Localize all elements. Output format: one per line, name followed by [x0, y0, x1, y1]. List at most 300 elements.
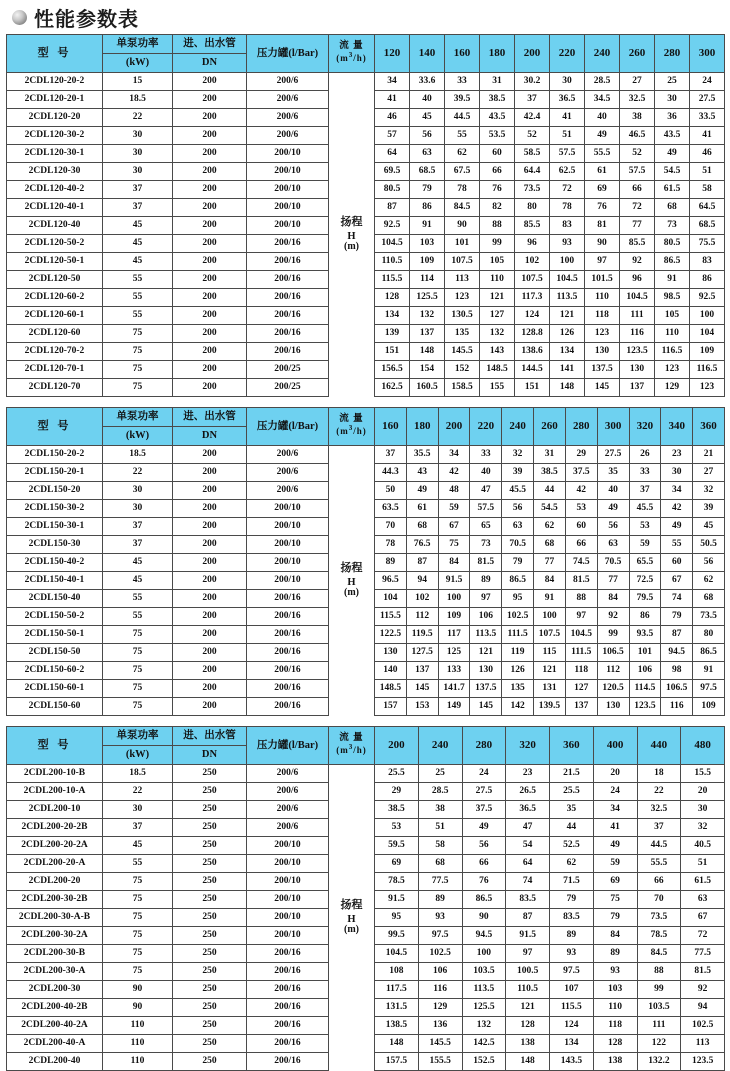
cell-head-value: 110.5 [375, 253, 410, 271]
cell-tank: 200/6 [247, 91, 329, 109]
cell-dn: 200 [173, 217, 247, 235]
header-flow-360: 360 [550, 727, 594, 765]
cell-head-value: 64.4 [515, 163, 550, 181]
cell-head-value: 96 [620, 271, 655, 289]
header-flow-400: 400 [593, 727, 637, 765]
cell-head-value: 116 [661, 698, 693, 716]
cell-tank: 200/25 [247, 379, 329, 397]
cell-head-value: 144.5 [515, 361, 550, 379]
cell-dn: 250 [173, 945, 247, 963]
cell-head-value: 68 [655, 199, 690, 217]
cell-head-value: 134 [550, 343, 585, 361]
cell-head-value: 27 [620, 73, 655, 91]
cell-head-value: 148 [410, 343, 445, 361]
cell-power: 37 [103, 518, 173, 536]
cell-head-value: 102 [515, 253, 550, 271]
header-flow-440: 440 [637, 727, 681, 765]
cell-head-value: 121 [480, 289, 515, 307]
cell-head-value: 156.5 [375, 361, 410, 379]
cell-model: 2CDL200-10 [7, 801, 103, 819]
header-flow: 流 量 $(m^3/h)$ [329, 35, 375, 73]
cell-head-value: 74.5 [565, 554, 597, 572]
cell-head-value: 122 [637, 1035, 681, 1053]
cell-head-value: 110 [480, 271, 515, 289]
cell-head-value: 68 [534, 536, 566, 554]
cell-head-value: 107.5 [445, 253, 480, 271]
cell-head-value: 37 [375, 446, 407, 464]
cell-dn: 200 [173, 91, 247, 109]
cell-head-value: 97 [585, 253, 620, 271]
cell-head-value: 131 [534, 680, 566, 698]
cell-head-value: 58 [690, 181, 725, 199]
cell-head-value: 138.5 [375, 1017, 419, 1035]
cell-head-value: 34 [593, 801, 637, 819]
cell-head-value: 110 [655, 325, 690, 343]
cell-head-value: 32 [693, 482, 725, 500]
cell-tank: 200/16 [247, 271, 329, 289]
cell-dn: 200 [173, 626, 247, 644]
cell-tank: 200/16 [247, 981, 329, 999]
header-flow-260: 260 [620, 35, 655, 73]
cell-head-value: 51 [550, 127, 585, 145]
table-header-row-1 [7, 408, 725, 427]
cell-head-value: 36.5 [550, 91, 585, 109]
cell-model: 2CDL150-30 [7, 536, 103, 554]
head-label-cell: 扬程 H (m) [329, 446, 375, 716]
cell-model: 2CDL120-70-1 [7, 361, 103, 379]
cell-model: 2CDL150-60-1 [7, 680, 103, 698]
cell-head-value: 56 [502, 500, 534, 518]
cell-head-value: 99.5 [375, 927, 419, 945]
cell-head-value: 137 [620, 379, 655, 397]
cell-head-value: 49 [593, 837, 637, 855]
cell-head-value: 100.5 [506, 963, 550, 981]
header-flow-320: 320 [506, 727, 550, 765]
cell-head-value: 76.5 [406, 536, 438, 554]
cell-head-value: 40 [410, 91, 445, 109]
cell-head-value: 49 [406, 482, 438, 500]
cell-dn: 200 [173, 554, 247, 572]
cell-head-value: 153 [406, 698, 438, 716]
cell-head-value: 121 [550, 307, 585, 325]
cell-head-value: 117.5 [375, 981, 419, 999]
cell-head-value: 67.5 [445, 163, 480, 181]
header-flow-240: 240 [502, 408, 534, 446]
cell-head-value: 49 [661, 518, 693, 536]
cell-head-value: 86 [410, 199, 445, 217]
cell-head-value: 91.5 [375, 891, 419, 909]
header-flow-240: 240 [585, 35, 620, 73]
cell-head-value: 78 [550, 199, 585, 217]
cell-model: 2CDL200-30-2B [7, 891, 103, 909]
cell-model: 2CDL120-30-1 [7, 145, 103, 163]
cell-head-value: 130 [375, 644, 407, 662]
cell-power: 30 [103, 127, 173, 145]
cell-head-value: 41 [375, 91, 410, 109]
cell-power: 37 [103, 199, 173, 217]
cell-tank: 200/6 [247, 73, 329, 91]
cell-dn: 200 [173, 73, 247, 91]
cell-head-value: 70 [375, 518, 407, 536]
cell-power: 90 [103, 999, 173, 1017]
cell-head-value: 105 [655, 307, 690, 325]
cell-head-value: 113 [445, 271, 480, 289]
performance-table-2CDL120 [6, 34, 725, 397]
cell-head-value: 136 [418, 1017, 462, 1035]
cell-head-value: 24 [690, 73, 725, 91]
cell-head-value: 62 [550, 855, 594, 873]
header-flow-240: 240 [418, 727, 462, 765]
cell-tank: 200/16 [247, 253, 329, 271]
cell-model: 2CDL150-50-1 [7, 626, 103, 644]
cell-head-value: 162.5 [375, 379, 410, 397]
cell-head-value: 129 [418, 999, 462, 1017]
cell-head-value: 64 [506, 855, 550, 873]
cell-head-value: 103.5 [637, 999, 681, 1017]
cell-head-value: 126 [550, 325, 585, 343]
cell-head-value: 33 [445, 73, 480, 91]
cell-head-value: 50.5 [693, 536, 725, 554]
cell-head-value: 109 [693, 698, 725, 716]
cell-head-value: 97.5 [693, 680, 725, 698]
cell-head-value: 33 [470, 446, 502, 464]
cell-power: 30 [103, 163, 173, 181]
cell-head-value: 132 [462, 1017, 506, 1035]
cell-head-value: 107.5 [534, 626, 566, 644]
header-tank: 压力罐(l/Bar) [247, 35, 329, 73]
header-flow: 流 量 $(m^3/h)$ [329, 727, 375, 765]
cell-head-value: 54 [506, 837, 550, 855]
cell-power: 75 [103, 891, 173, 909]
cell-head-value: 76 [462, 873, 506, 891]
cell-head-value: 85.5 [515, 217, 550, 235]
cell-head-value: 36.5 [506, 801, 550, 819]
cell-head-value: 81.5 [681, 963, 725, 981]
cell-head-value: 36 [655, 109, 690, 127]
header-flow-360: 360 [693, 408, 725, 446]
cell-head-value: 101 [445, 235, 480, 253]
cell-model: 2CDL200-40-2B [7, 999, 103, 1017]
cell-tank: 200/16 [247, 626, 329, 644]
cell-tank: 200/25 [247, 361, 329, 379]
cell-head-value: 140 [375, 662, 407, 680]
cell-head-value: 53 [629, 518, 661, 536]
cell-head-value: 111.5 [502, 626, 534, 644]
header-flow-200: 200 [438, 408, 470, 446]
cell-head-value: 110 [585, 289, 620, 307]
cell-head-value: 69 [593, 873, 637, 891]
table-header-row-1 [7, 727, 725, 746]
cell-tank: 200/16 [247, 963, 329, 981]
cell-head-value: 72.5 [629, 572, 661, 590]
cell-model: 2CDL200-40-2A [7, 1017, 103, 1035]
cell-head-value: 142 [502, 698, 534, 716]
cell-head-value: 66 [480, 163, 515, 181]
cell-head-value: 15.5 [681, 765, 725, 783]
cell-head-value: 30.2 [515, 73, 550, 91]
cell-head-value: 23 [661, 446, 693, 464]
cell-head-value: 52 [620, 145, 655, 163]
cell-head-value: 78.5 [637, 927, 681, 945]
cell-tank: 200/10 [247, 927, 329, 945]
cell-head-value: 30 [681, 801, 725, 819]
cell-head-value: 128 [375, 289, 410, 307]
cell-power: 15 [103, 73, 173, 91]
cell-head-value: 34.5 [585, 91, 620, 109]
cell-tank: 200/6 [247, 482, 329, 500]
cell-head-value: 58.5 [515, 145, 550, 163]
cell-head-value: 152.5 [462, 1053, 506, 1071]
cell-head-value: 63.5 [375, 500, 407, 518]
cell-head-value: 66 [462, 855, 506, 873]
cell-head-value: 40 [597, 482, 629, 500]
cell-head-value: 28.5 [418, 783, 462, 801]
cell-power: 75 [103, 644, 173, 662]
cell-head-value: 158.5 [445, 379, 480, 397]
cell-head-value: 66 [565, 536, 597, 554]
cell-head-value: 34 [661, 482, 693, 500]
cell-head-value: 103 [593, 981, 637, 999]
cell-model: 2CDL120-40-2 [7, 181, 103, 199]
cell-head-value: 63 [410, 145, 445, 163]
cell-head-value: 31 [480, 73, 515, 91]
cell-head-value: 73.5 [637, 909, 681, 927]
cell-head-value: 100 [690, 307, 725, 325]
cell-tank: 200/6 [247, 446, 329, 464]
cell-head-value: 115.5 [550, 999, 594, 1017]
cell-power: 18.5 [103, 91, 173, 109]
cell-head-value: 137 [410, 325, 445, 343]
cell-head-value: 18 [637, 765, 681, 783]
cell-head-value: 55.5 [585, 145, 620, 163]
cell-dn: 200 [173, 590, 247, 608]
cell-head-value: 62.5 [550, 163, 585, 181]
cell-dn: 250 [173, 1053, 247, 1071]
cell-head-value: 77.5 [418, 873, 462, 891]
cell-head-value: 44 [534, 482, 566, 500]
cell-model: 2CDL200-20-2B [7, 819, 103, 837]
cell-head-value: 97 [470, 590, 502, 608]
cell-head-value: 80.5 [375, 181, 410, 199]
cell-head-value: 118 [585, 307, 620, 325]
cell-head-value: 102.5 [418, 945, 462, 963]
header-flow-300: 300 [597, 408, 629, 446]
cell-head-value: 148 [506, 1053, 550, 1071]
cell-head-value: 69 [375, 855, 419, 873]
bullet-icon [12, 10, 27, 25]
cell-head-value: 97 [565, 608, 597, 626]
tables-container [6, 34, 724, 1071]
cell-model: 2CDL150-30-2 [7, 500, 103, 518]
cell-head-value: 117 [438, 626, 470, 644]
cell-head-value: 41 [550, 109, 585, 127]
cell-head-value: 83.5 [506, 891, 550, 909]
cell-head-value: 121 [470, 644, 502, 662]
cell-head-value: 79 [550, 891, 594, 909]
cell-head-value: 105 [480, 253, 515, 271]
cell-head-value: 33 [629, 464, 661, 482]
cell-head-value: 55 [661, 536, 693, 554]
cell-head-value: 77.5 [681, 945, 725, 963]
cell-head-value: 37 [637, 819, 681, 837]
cell-head-value: 33.5 [690, 109, 725, 127]
cell-model: 2CDL120-50-1 [7, 253, 103, 271]
cell-head-value: 102 [406, 590, 438, 608]
cell-power: 75 [103, 680, 173, 698]
cell-power: 90 [103, 981, 173, 999]
cell-head-value: 83.5 [550, 909, 594, 927]
cell-head-value: 63 [597, 536, 629, 554]
cell-head-value: 143 [480, 343, 515, 361]
cell-tank: 200/10 [247, 909, 329, 927]
cell-model: 2CDL150-50 [7, 644, 103, 662]
cell-model: 2CDL200-30-2A [7, 927, 103, 945]
cell-dn: 200 [173, 680, 247, 698]
cell-head-value: 72 [681, 927, 725, 945]
cell-tank: 200/16 [247, 235, 329, 253]
cell-head-value: 59 [438, 500, 470, 518]
cell-head-value: 79 [661, 608, 693, 626]
cell-head-value: 148 [550, 379, 585, 397]
header-power: 单泵功率 [103, 408, 173, 427]
cell-head-value: 38.5 [480, 91, 515, 109]
cell-head-value: 69 [585, 181, 620, 199]
cell-model: 2CDL120-20-2 [7, 73, 103, 91]
cell-head-value: 34 [438, 446, 470, 464]
header-model: 型 号 [7, 727, 103, 765]
cell-head-value: 24 [462, 765, 506, 783]
cell-model: 2CDL200-20 [7, 873, 103, 891]
cell-head-value: 80 [693, 626, 725, 644]
cell-head-value: 138 [593, 1053, 637, 1071]
cell-head-value: 43.5 [480, 109, 515, 127]
cell-head-value: 148.5 [375, 680, 407, 698]
cell-head-value: 102.5 [681, 1017, 725, 1035]
cell-head-value: 104.5 [550, 271, 585, 289]
cell-head-value: 62 [445, 145, 480, 163]
cell-head-value: 23 [506, 765, 550, 783]
cell-head-value: 31 [534, 446, 566, 464]
cell-head-value: 100 [550, 253, 585, 271]
cell-head-value: 53 [375, 819, 419, 837]
cell-model: 2CDL150-40 [7, 590, 103, 608]
cell-power: 55 [103, 590, 173, 608]
cell-head-value: 130.5 [445, 307, 480, 325]
cell-head-value: 79.5 [629, 590, 661, 608]
cell-tank: 200/10 [247, 181, 329, 199]
cell-head-value: 55.5 [637, 855, 681, 873]
cell-dn: 200 [173, 536, 247, 554]
cell-head-value: 91 [534, 590, 566, 608]
cell-dn: 200 [173, 482, 247, 500]
cell-head-value: 77 [620, 217, 655, 235]
cell-head-value: 24 [593, 783, 637, 801]
cell-head-value: 55 [445, 127, 480, 145]
cell-head-value: 67 [661, 572, 693, 590]
header-flow-280: 280 [565, 408, 597, 446]
cell-head-value: 93 [418, 909, 462, 927]
cell-tank: 200/10 [247, 873, 329, 891]
header-tank: 压力罐(l/Bar) [247, 408, 329, 446]
cell-power: 45 [103, 253, 173, 271]
cell-head-value: 84 [597, 590, 629, 608]
cell-head-value: 63 [502, 518, 534, 536]
cell-head-value: 97 [506, 945, 550, 963]
cell-power: 110 [103, 1053, 173, 1071]
cell-head-value: 57.5 [470, 500, 502, 518]
header-tank: 压力罐(l/Bar) [247, 727, 329, 765]
cell-model: 2CDL150-20-1 [7, 464, 103, 482]
cell-dn: 250 [173, 783, 247, 801]
cell-head-value: 30 [550, 73, 585, 91]
cell-tank: 200/10 [247, 554, 329, 572]
cell-head-value: 60 [565, 518, 597, 536]
cell-model: 2CDL200-20-A [7, 855, 103, 873]
cell-dn: 200 [173, 271, 247, 289]
cell-head-value: 70.5 [597, 554, 629, 572]
cell-power: 75 [103, 909, 173, 927]
header-flow-280: 280 [655, 35, 690, 73]
cell-head-value: 35.5 [406, 446, 438, 464]
cell-head-value: 142.5 [462, 1035, 506, 1053]
cell-head-value: 46 [375, 109, 410, 127]
cell-head-value: 29 [565, 446, 597, 464]
cell-model: 2CDL120-60 [7, 325, 103, 343]
cell-head-value: 37.5 [565, 464, 597, 482]
cell-head-value: 81.5 [470, 554, 502, 572]
cell-head-value: 84 [438, 554, 470, 572]
cell-head-value: 27.5 [462, 783, 506, 801]
cell-head-value: 116 [620, 325, 655, 343]
cell-power: 55 [103, 307, 173, 325]
cell-tank: 200/16 [247, 662, 329, 680]
cell-model: 2CDL120-40-1 [7, 199, 103, 217]
cell-head-value: 84.5 [445, 199, 480, 217]
cell-model: 2CDL200-20-2A [7, 837, 103, 855]
cell-power: 75 [103, 379, 173, 397]
cell-head-value: 77 [534, 554, 566, 572]
cell-head-value: 95 [375, 909, 419, 927]
header-flow-140: 140 [410, 35, 445, 73]
cell-head-value: 83 [690, 253, 725, 271]
cell-head-value: 37.5 [462, 801, 506, 819]
cell-head-value: 118 [593, 1017, 637, 1035]
header-flow-300: 300 [690, 35, 725, 73]
cell-power: 55 [103, 271, 173, 289]
cell-head-value: 116.5 [655, 343, 690, 361]
cell-head-value: 86 [629, 608, 661, 626]
cell-power: 55 [103, 855, 173, 873]
cell-model: 2CDL200-40 [7, 1053, 103, 1071]
cell-head-value: 58 [418, 837, 462, 855]
cell-head-value: 92 [620, 253, 655, 271]
cell-power: 22 [103, 109, 173, 127]
page-title [6, 0, 724, 34]
cell-dn: 200 [173, 127, 247, 145]
cell-head-value: 52.5 [550, 837, 594, 855]
cell-tank: 200/10 [247, 500, 329, 518]
cell-dn: 200 [173, 199, 247, 217]
cell-tank: 200/16 [247, 289, 329, 307]
cell-power: 75 [103, 963, 173, 981]
cell-head-value: 96.5 [375, 572, 407, 590]
cell-head-value: 78.5 [375, 873, 419, 891]
cell-head-value: 104.5 [620, 289, 655, 307]
cell-head-value: 83 [550, 217, 585, 235]
cell-head-value: 123 [655, 361, 690, 379]
cell-head-value: 110.5 [506, 981, 550, 999]
cell-tank: 200/10 [247, 536, 329, 554]
